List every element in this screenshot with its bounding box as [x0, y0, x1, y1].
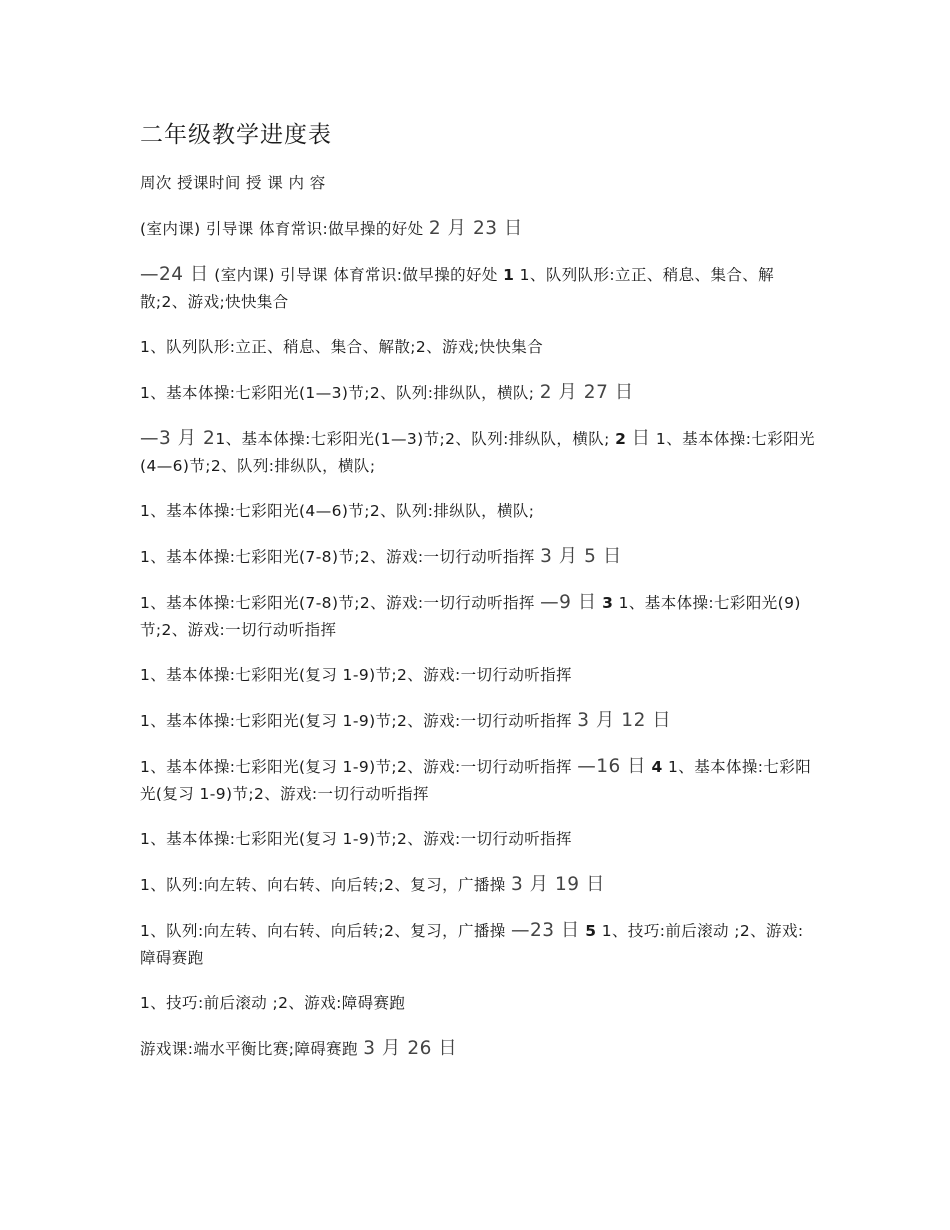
- text-segment: (室内课) 引导课 体育常识:做早操的好处: [208, 266, 504, 284]
- date-text: —3 月 2: [140, 428, 216, 449]
- paragraph-1: [140, 215, 815, 243]
- text-segment: 1、基本体操:七彩阳光(7-8)节;2、游戏:一切行动听指挥: [140, 594, 541, 612]
- paragraph-15: 1、技巧:前后滚动 ;2、游戏:障碍赛跑: [140, 994, 406, 1012]
- date-text: 3 月 26 日: [363, 1038, 458, 1059]
- paragraph-6: 1、基本体操:七彩阳光(4—6)节;2、队列:排纵队，横队;: [140, 502, 535, 520]
- text-segment: 1、技巧:前后滚动 ;2、游戏:障碍赛跑: [140, 922, 804, 967]
- text-segment: 游戏课:端水平衡比赛;障碍赛跑: [140, 1040, 364, 1058]
- document-page: [140, 118, 815, 1081]
- date-text: —24 日: [140, 264, 209, 285]
- date-text: 2 月 27 日: [539, 382, 634, 403]
- paragraph-12: 1、基本体操:七彩阳光(复习 1-9)节;2、游戏:一切行动听指挥: [140, 830, 572, 848]
- text-segment: 1、基本体操:七彩阳光(1—3)节;2、队列:排纵队，横队;: [215, 430, 616, 448]
- paragraph-13: [140, 871, 815, 899]
- date-text: 3 月 12 日: [577, 710, 672, 731]
- paragraph-8: [140, 589, 815, 644]
- text-segment: 1、队列队形:立正、稍息、集合、解散;2、游戏;快快集合: [140, 266, 775, 311]
- week-number: 4: [651, 758, 663, 776]
- date-text: —9 日: [540, 592, 597, 613]
- text-segment: 1、基本体操:七彩阳光(7-8)节;2、游戏:一切行动听指挥: [140, 548, 541, 566]
- paragraph-2: [140, 261, 815, 316]
- week-number: 2: [615, 430, 627, 448]
- week-number: 3: [602, 594, 614, 612]
- paragraph-9: 1、基本体操:七彩阳光(复习 1-9)节;2、游戏:一切行动听指挥: [140, 666, 572, 684]
- date-text: 3 月 5 日: [540, 546, 622, 567]
- text-segment: 1、队列:向左转、向右转、向后转;2、复习，广播操: [140, 876, 511, 894]
- paragraph-11: [140, 753, 815, 808]
- date-text: 3 月 19 日: [511, 874, 605, 895]
- paragraph-16: [140, 1035, 815, 1063]
- table-header-line: 周次 授课时间 授 课 内 容: [140, 174, 326, 192]
- date-text: 2 月 23 日: [428, 218, 523, 239]
- paragraph-14: [140, 917, 815, 972]
- document-title: 二年级教学进度表: [140, 122, 332, 148]
- text-segment: (室内课) 引导课 体育常识:做早操的好处: [140, 220, 429, 238]
- date-text: 日: [631, 428, 651, 449]
- text-segment: 1、队列:向左转、向右转、向后转;2、复习，广播操: [140, 922, 511, 940]
- text-segment: 1、基本体操:七彩阳光(复习 1-9)节;2、游戏:一切行动听指挥: [140, 712, 578, 730]
- date-text: —23 日: [511, 920, 580, 941]
- paragraph-7: [140, 543, 815, 571]
- paragraph-10: [140, 707, 815, 735]
- paragraph-3: 1、队列队形:立正、稍息、集合、解散;2、游戏;快快集合: [140, 338, 544, 356]
- week-number: 5: [585, 922, 597, 940]
- text-segment: 1、基本体操:七彩阳光(1—3)节;2、队列:排纵队，横队;: [140, 384, 540, 402]
- paragraph-4: [140, 379, 815, 407]
- text-segment: 1、基本体操:七彩阳光(9)节;2、游戏:一切行动听指挥: [140, 594, 801, 639]
- text-segment: 1、基本体操:七彩阳光(复习 1-9)节;2、游戏:一切行动听指挥: [140, 758, 812, 803]
- text-segment: 1、基本体操:七彩阳光(4—6)节;2、队列:排纵队，横队;: [140, 430, 815, 475]
- paragraph-5: [140, 425, 815, 480]
- text-segment: 1、基本体操:七彩阳光(复习 1-9)节;2、游戏:一切行动听指挥: [140, 758, 578, 776]
- date-text: —16 日: [577, 756, 647, 777]
- week-number: 1: [503, 266, 515, 284]
